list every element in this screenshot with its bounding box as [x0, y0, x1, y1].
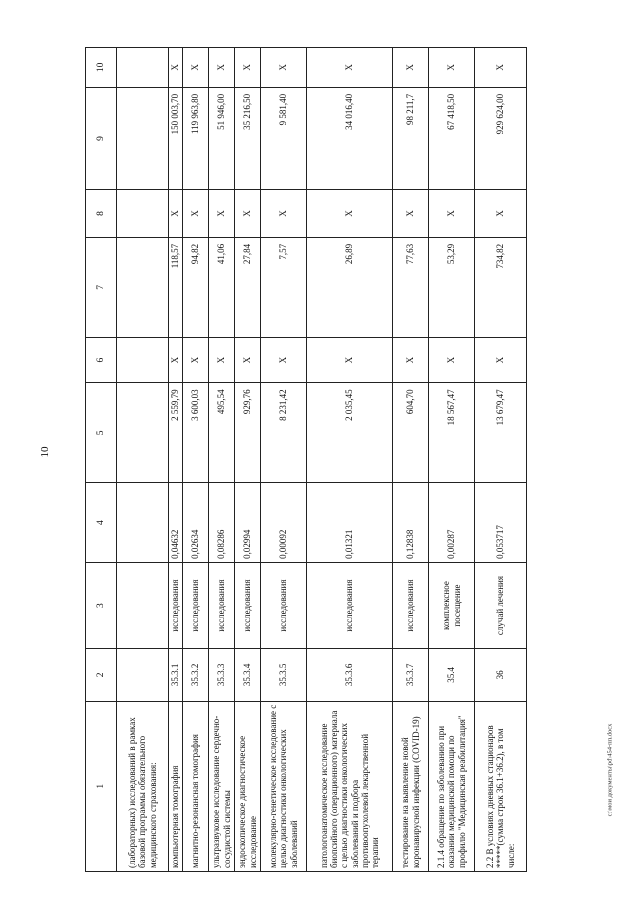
table-cell-c8: X — [183, 190, 209, 238]
table-cell-c8: X — [393, 190, 429, 238]
table-cell-c3: исследования — [307, 562, 393, 648]
table-cell-c9: 34 016,40 — [307, 87, 393, 189]
table-cell-c6: X — [429, 337, 475, 382]
table-cell-c8: X — [169, 190, 183, 238]
table-cell-c9 — [117, 87, 169, 189]
table-cell-c8: X — [235, 190, 261, 238]
table-row — [183, 48, 209, 872]
table-cell-c3: комплексное посещение — [429, 562, 475, 648]
table-cell-c1: 2.2 В условиях дневных стационаров *****(сумма строк 36.1+36.2), в том числе: — [475, 701, 527, 871]
column-header: 3 — [86, 562, 117, 648]
table-cell-c2: 36 — [475, 649, 527, 701]
table-cell-c9: 119 963,80 — [183, 87, 209, 189]
table-row — [393, 48, 429, 872]
table-cell-c5 — [117, 383, 169, 483]
table-cell-c10: X — [209, 48, 235, 88]
table-cell-c6: X — [183, 337, 209, 382]
table-cell-c2: 35.3.5 — [261, 649, 307, 701]
table-cell-c5: 2 559,79 — [169, 383, 183, 483]
table-cell-c9: 929 624,00 — [475, 87, 527, 189]
table-cell-c6 — [117, 337, 169, 382]
table-cell-c7: 734,82 — [475, 237, 527, 337]
table-cell-c7: 26,89 — [307, 237, 393, 337]
table-cell-c3 — [117, 562, 169, 648]
table-cell-c10: X — [169, 48, 183, 88]
table-cell-c9: 150 003,70 — [169, 87, 183, 189]
table-cell-c3: исследования — [169, 562, 183, 648]
table-cell-c4: 0,12838 — [393, 483, 429, 563]
table-cell-c10: X — [183, 48, 209, 88]
table-cell-c1: молекулярно-генетическое исследование с целью диагностики онкологических заболеваний — [261, 701, 307, 871]
table-cell-c1: магнитно-резонансная томография — [183, 701, 209, 871]
table-cell-c6: X — [209, 337, 235, 382]
footer-file-path: c:\мои документы\pd\454-пп.docx — [606, 723, 614, 817]
table-cell-c10: X — [429, 48, 475, 88]
column-header: 4 — [86, 483, 117, 563]
table-cell-c10: X — [393, 48, 429, 88]
header-row — [86, 48, 117, 872]
table-cell-c4: 0,02994 — [235, 483, 261, 563]
table-cell-c4: 0,04632 — [169, 483, 183, 563]
table-cell-c8: X — [261, 190, 307, 238]
column-header: 7 — [86, 237, 117, 337]
table-cell-c6: X — [393, 337, 429, 382]
table-cell-c1: 2.1.4 обращение по заболеванию при оказании медицинской помощи по профилю "Медицинская реабилитация" — [429, 701, 475, 871]
table-cell-c5: 8 231,42 — [261, 383, 307, 483]
table-cell-c9: 51 946,00 — [209, 87, 235, 189]
table-cell-c4: 0,053717 — [475, 483, 527, 563]
table-cell-c9: 9 581,40 — [261, 87, 307, 189]
table-cell-c2: 35.3.7 — [393, 649, 429, 701]
table-cell-c7 — [117, 237, 169, 337]
table-cell-c3: исследования — [209, 562, 235, 648]
table-row — [261, 48, 307, 872]
table-row — [117, 48, 169, 872]
table-cell-c6: X — [169, 337, 183, 382]
table-cell-c1: ультразвуковое исследование сердечно-сосудистой системы — [209, 701, 235, 871]
table-cell-c6: X — [261, 337, 307, 382]
table-cell-c4: 0,00092 — [261, 483, 307, 563]
table-cell-c6: X — [475, 337, 527, 382]
table-cell-c8: X — [307, 190, 393, 238]
page-number: 10 — [39, 446, 51, 458]
table-cell-c4: 0,08286 — [209, 483, 235, 563]
column-header: 6 — [86, 337, 117, 382]
table-cell-c2 — [117, 649, 169, 701]
table-cell-c10: X — [261, 48, 307, 88]
table-cell-c6: X — [235, 337, 261, 382]
table-cell-c10: X — [235, 48, 261, 88]
table-cell-c1: компьютерная томография — [169, 701, 183, 871]
table-cell-c4 — [117, 483, 169, 563]
column-header: 1 — [86, 701, 117, 871]
table-cell-c9: 35 216,50 — [235, 87, 261, 189]
table-cell-c5: 495,54 — [209, 383, 235, 483]
table-cell-c7: 41,06 — [209, 237, 235, 337]
table-cell-c5: 604,70 — [393, 383, 429, 483]
table-cell-c1: тестирование на выявление новой коронавирусной инфекции (COVID-19) — [393, 701, 429, 871]
table-cell-c2: 35.3.6 — [307, 649, 393, 701]
table-row — [235, 48, 261, 872]
table-cell-c8: X — [429, 190, 475, 238]
table-cell-c5: 2 035,45 — [307, 383, 393, 483]
table-row — [429, 48, 475, 872]
table-cell-c10 — [117, 48, 169, 88]
table-cell-c2: 35.4 — [429, 649, 475, 701]
table-row — [475, 48, 527, 872]
tariff-table — [85, 47, 527, 872]
column-header: 5 — [86, 383, 117, 483]
column-header: 2 — [86, 649, 117, 701]
table-cell-c1: эндоскопическое диагностическое исследование — [235, 701, 261, 871]
table-cell-c7: 7,57 — [261, 237, 307, 337]
column-header: 10 — [86, 48, 117, 88]
table-cell-c1: (лабораторных) исследований в рамках базовой программы обязательного медицинского страхования: — [117, 701, 169, 871]
table-cell-c4: 0,01321 — [307, 483, 393, 563]
table-cell-c5: 929,76 — [235, 383, 261, 483]
table-cell-c5: 13 679,47 — [475, 383, 527, 483]
table-cell-c4: 0,00287 — [429, 483, 475, 563]
table-cell-c2: 35.3.2 — [183, 649, 209, 701]
table-cell-c3: исследования — [235, 562, 261, 648]
table-cell-c2: 35.3.3 — [209, 649, 235, 701]
table-cell-c6: X — [307, 337, 393, 382]
table-cell-c8: X — [475, 190, 527, 238]
table-cell-c10: X — [307, 48, 393, 88]
table-cell-c1: патологоанатомическое исследование биопсийного (операционного) материала с целью диагностики онкологических заболеваний и подбора противоопухолевой лекарственной терапии — [307, 701, 393, 871]
table-cell-c7: 77,63 — [393, 237, 429, 337]
table-cell-c7: 118,57 — [169, 237, 183, 337]
column-header: 8 — [86, 190, 117, 238]
table-cell-c7: 27,84 — [235, 237, 261, 337]
table-cell-c2: 35.3.1 — [169, 649, 183, 701]
table-row — [209, 48, 235, 872]
table-row — [307, 48, 393, 872]
table-cell-c2: 35.3.4 — [235, 649, 261, 701]
rotated-table-wrapper — [85, 47, 578, 872]
table-cell-c3: исследования — [261, 562, 307, 648]
table-cell-c3: исследования — [393, 562, 429, 648]
table-cell-c5: 3 600,03 — [183, 383, 209, 483]
table-cell-c3: исследования — [183, 562, 209, 648]
table-row — [169, 48, 183, 872]
table-cell-c4: 0,02634 — [183, 483, 209, 563]
table-cell-c5: 18 567,47 — [429, 383, 475, 483]
table-cell-c7: 94,82 — [183, 237, 209, 337]
table-cell-c10: X — [475, 48, 527, 88]
table-cell-c9: 98 211,7 — [393, 87, 429, 189]
table-cell-c9: 67 418,50 — [429, 87, 475, 189]
table-cell-c8 — [117, 190, 169, 238]
table-cell-c3: случай лечения — [475, 562, 527, 648]
column-header: 9 — [86, 87, 117, 189]
table-cell-c8: X — [209, 190, 235, 238]
table-cell-c7: 53,29 — [429, 237, 475, 337]
